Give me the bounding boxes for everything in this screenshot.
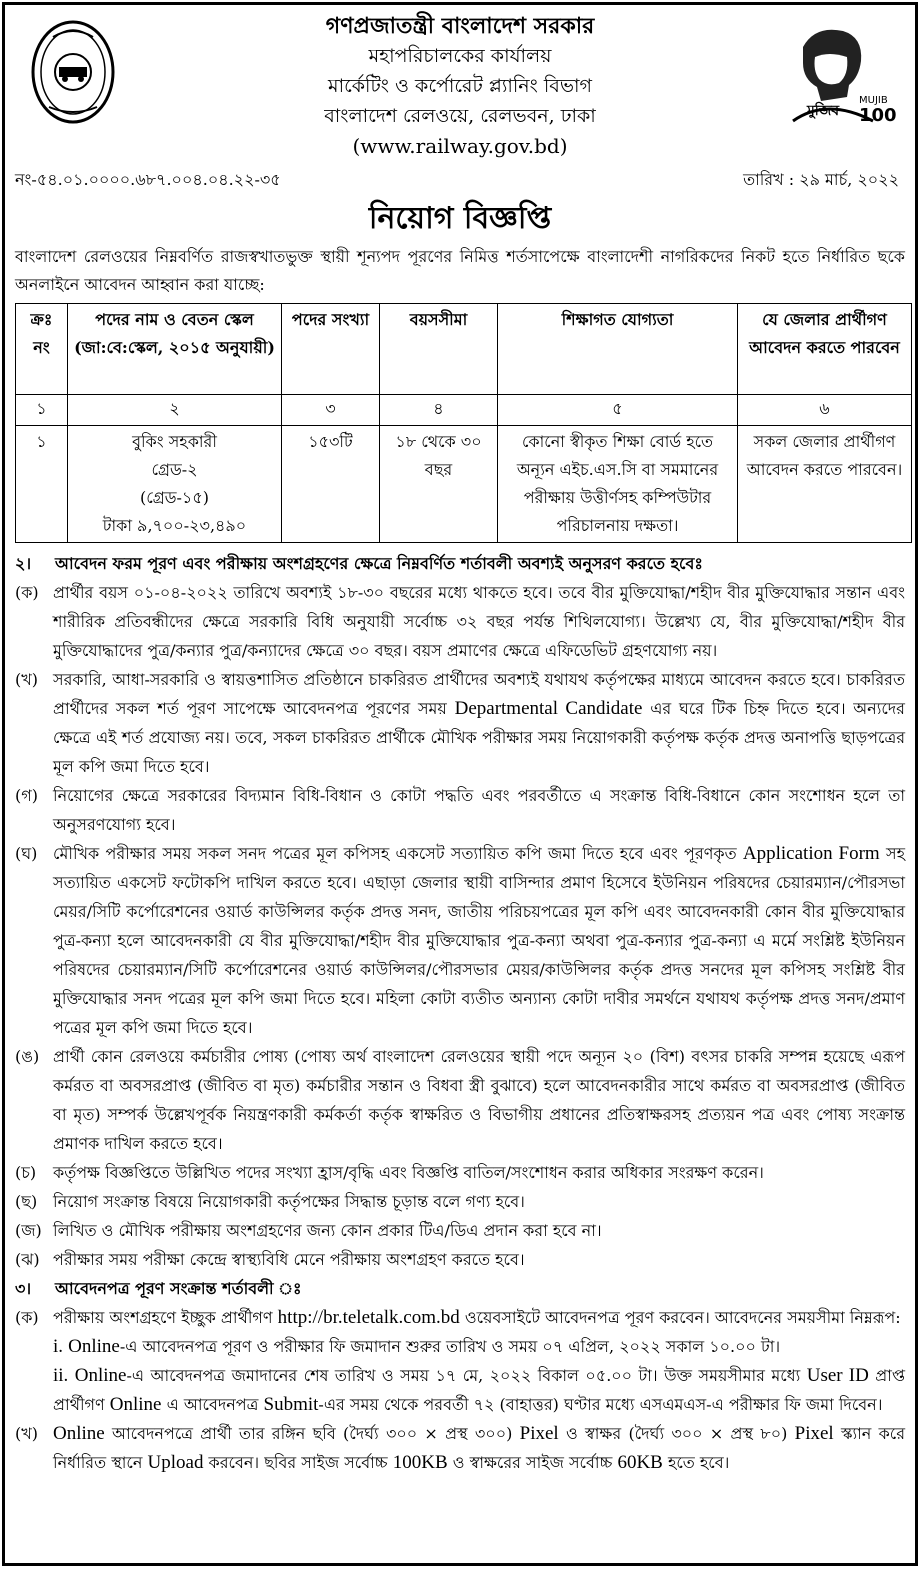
online-word: Online [109, 1394, 162, 1415]
text-part: আবেদনপত্রে প্রার্থী তার রঙ্গিন ছবি (দৈর্ঘ্য ৩০০ × প্রস্থ ৩০০) [112, 1424, 513, 1443]
office-address: বাংলাদেশ রেলওয়ে, রেলভবন, ঢাকা [324, 105, 596, 127]
section-3 [15, 1274, 905, 1477]
application-kha [15, 1419, 905, 1477]
mujib-100-logo [763, 17, 897, 129]
intro-paragraph: বাংলাদেশ রেলওয়ের নিম্নবর্ণিত রাজস্বখাতভুক্ত স্থায়ী শূন্যপদ পূরণের নিমিত্ত শর্তসাপেক্ষে বাংলাদেশী নাগরিকদের নিকট হতে নির্ধারিত ছকে অনলাইনে আবেদন আহ্বান করা যাচ্ছে: [15, 247, 905, 294]
item-label: (ঝ) [15, 1250, 40, 1269]
row-age: ১৮ থেকে ৩০ বছর [380, 426, 498, 543]
memo-line [15, 165, 905, 195]
text-part: স্ক্যান করে নির্ধারিত স্থানে [53, 1424, 906, 1472]
col-qualification: শিক্ষাগত যোগ্যতা [498, 304, 738, 395]
text-part: এ আবেদনপত্র [166, 1395, 259, 1414]
item-text: কর্তৃপক্ষ বিজ্ঞপ্তিতে উল্লিখিত পদের সংখ্যা হ্রাস/বৃদ্ধি এবং বিজ্ঞপ্তি বাতিল/সংশোধন করার অধিকার সংরক্ষণ করেন। [53, 1163, 764, 1182]
pixel-word: Pixel [519, 1423, 559, 1444]
post-scale-grade: (গ্রেড-১৫) [140, 488, 209, 507]
table-cell: ৬ [738, 395, 912, 426]
col-post-name: পদের নাম ও বেতন স্কেল (জা:বে:স্কেল, ২০১৫ অনুযায়ী) [68, 304, 282, 395]
text-part: পরীক্ষায় অংশগ্রহণে ইচ্ছুক প্রার্থীগণ [53, 1308, 273, 1327]
departmental-candidate: Departmental Candidate [454, 698, 643, 719]
section-number: ৩। [15, 1279, 32, 1298]
svg-text:MUJIB: MUJIB [859, 95, 888, 106]
application-ka [15, 1303, 905, 1419]
svg-text:100: 100 [859, 105, 897, 126]
text-part: এর ঘরে টিক চিহ্ন দিতে হবে। অন্যদের ক্ষেত্রে এই শর্ত প্রযোজ্য নয়। তবে, সকল চাকরিরত প্রার্থীকে মৌখিক পরীক্ষার সময় নিয়োগকারী কর্তৃপক্ষ কর্তৃক প্রদত্ত অনাপত্তি ছাড়পত্রের মূল কপি জমা দিতে হবে। [53, 699, 905, 776]
roman-i: i. [53, 1336, 64, 1357]
table-header-row [16, 304, 912, 395]
item-text: পরীক্ষার সময় পরীক্ষা কেন্দ্রে স্বাস্থ্যবিধি মেনে পরীক্ষায় অংশগ্রহণ করতে হবে। [53, 1250, 525, 1269]
condition-chha [15, 1187, 905, 1216]
item-label: (খ) [15, 1424, 38, 1443]
item-text [53, 665, 905, 781]
text-part: -এ আবেদনপত্র পূরণ ও পরীক্ষার ফি জমাদান শুরুর তারিখ ও সময় ০৭ এপ্রিল, ২০২২ সকাল ১০.০০ টা। [119, 1337, 781, 1356]
condition-gha [15, 839, 905, 1042]
table-cell: ৩ [282, 395, 380, 426]
government-name: গণপ্রজাতন্ত্রী বাংলাদেশ সরকার [325, 13, 595, 39]
condition-ga [15, 781, 905, 839]
item-label: (ক) [15, 1308, 39, 1327]
text-part: -এ আবেদনপত্র জমাদানের শেষ তারিখ ও সময় ১৭ মে, ২০২২ বিকাল ০৫.০০ টা। উক্ত সময়সীমার মধ্যে [126, 1366, 801, 1385]
teletalk-link[interactable]: http://br.teletalk.com.bd [277, 1307, 460, 1328]
vacancy-table [15, 303, 912, 543]
table-cell: ৪ [380, 395, 498, 426]
text-part: ও স্বাক্ষর (দৈর্ঘ্য ৩০০ × প্রস্থ ৮০) [565, 1424, 788, 1443]
item-text: লিখিত ও মৌখিক পরীক্ষায় অংশগ্রহণের জন্য কোন প্রকার টিএ/ডিএ প্রদান করা হবে না। [53, 1221, 602, 1240]
text-part: -এর সময় থেকে পরবর্তী ৭২ (বাহাত্তর) ঘণ্টার মধ্যে এসএমএস-এ পরীক্ষার ফি জমা দিবেন। [318, 1395, 883, 1414]
table-cell: ২ [68, 395, 282, 426]
application-form: Application Form [742, 843, 880, 864]
item-text: নিয়োগের ক্ষেত্রে সরকারের বিদ্যমান বিধি-বিধান ও কোটা পদ্ধতি এবং পরবর্তীতে এ সংক্রান্ত বিধি-বিধানে কোন সংশোধন হলে তা অনুসরণযোগ্য হবে। [53, 786, 905, 834]
notice-title: নিয়োগ বিজ্ঞপ্তি [368, 201, 552, 236]
item-label: (ঘ) [15, 844, 38, 863]
online-word: Online [53, 1423, 105, 1444]
signature-size: 60KB [617, 1452, 663, 1473]
row-post [68, 426, 282, 543]
item-label: (চ) [15, 1163, 37, 1182]
table-cell: ১ [16, 395, 68, 426]
row-qualification: কোনো স্বীকৃত শিক্ষা বোর্ড হতে অন্যূন এইচ.এস.সি বা সমমানের পরীক্ষায় উত্তীর্ণসহ কম্পিউটার পরিচালনায় দক্ষতা। [498, 426, 738, 543]
text-part: প্রাপ্ত প্রার্থীগণ [53, 1366, 905, 1414]
condition-kha [15, 665, 905, 781]
table-number-row [16, 395, 912, 426]
pixel-word: Pixel [794, 1423, 834, 1444]
text-part: ও স্বাক্ষরের সাইজ সর্বোচ্চ [452, 1453, 613, 1472]
condition-jha [15, 1245, 905, 1274]
condition-ja [15, 1216, 905, 1245]
condition-cha [15, 1158, 905, 1187]
item-label: (গ) [15, 786, 38, 805]
table-cell: ৫ [498, 395, 738, 426]
text-part: সহ সত্যায়িত একসেট ফটোকপি দাখিল করতে হবে। এছাড়া জেলার স্থায়ী বাসিন্দার প্রমাণ হিসেবে ইউনিয়ন পরিষদের চেয়ারম্যান/পৌরসভা মেয়র/সিটি কর্পোরেশনের ওয়ার্ড কাউন্সিলর কর্তৃক প্রদত্ত সনদ, জাতীয় পরিচয়পত্রের মূল কপি এবং আবেদনকারী কোন বীর মুক্তিযোদ্ধার পুত্র-কন্যা হলে আবেদনকারী যে বীর মুক্তিযোদ্ধা/শহীদ বীর মুক্তিযোদ্ধার পুত্র-কন্যা অথবা পুত্র-কন্যার পুত্র-কন্যা এ মর্মে সংশ্লিষ্ট ইউনিয়ন পরিষদের চেয়ারম্যান/সিটি কর্পোরেশনের ওয়ার্ড কাউন্সিলর/পৌরসভার মেয়র/কাউন্সিলর কর্তৃক প্রদত্ত সনদের মূল কপিসহ সংশ্লিষ্ট বীর মুক্তিযোদ্ধার সনদ পত্রের মূল কপি জমা দিতে হবে। মহিলা কোটা ব্যতীত অন্যান্য কোটা দাবীর সমর্থনে যথাযথ কর্তৃপক্ষ প্রদত্ত সনদ/প্রমাণ পত্রের মূল কপি জমা দিতে হবে। [53, 844, 905, 1037]
deadline-start [53, 1332, 905, 1361]
post-name: বুকিং সহকারী [132, 432, 217, 451]
condition-uma [15, 1042, 905, 1158]
photo-size: 100KB [392, 1452, 448, 1473]
roman-ii: ii. [53, 1365, 69, 1386]
website-link[interactable]: (www.railway.gov.bd) [352, 134, 568, 158]
text-part: সরকারি, আধা-সরকারি ও স্বায়ত্তশাসিত প্রতিষ্ঠানে চাকরিরত প্রার্থীদের অবশ্যই যথাযথ কর্তৃপক্ষের মাধ্যমে আবেদন করতে হবে। চাকরিরত প্রার্থীদের সকল শর্ত পূরণ সাপেক্ষে আবেদনপত্র পূরণের সময় [53, 670, 905, 718]
col-post-count: পদের সংখ্যা [282, 304, 380, 395]
office-name: মহাপরিচালকের কার্যালয় [368, 45, 552, 67]
item-text [53, 839, 905, 1042]
item-text: প্রার্থীর বয়স ০১-০৪-২০২২ তারিখে অবশ্যই ১৮-৩০ বছরের মধ্যে থাকতে হবে। তবে বীর মুক্তিযোদ্ধা/শহীদ বীর মুক্তিযোদ্ধার সন্তান এবং শারীরিক প্রতিবন্ধীদের ক্ষেত্রে সরকারি বিধি অনুযায়ী সর্বোচ্চ ৩২ বছর পর্যন্ত শিথিলযোগ্য। উল্লেখ্য যে, বীর মুক্তিযোদ্ধা/শহীদ বীর মুক্তিযোদ্ধাদের পুত্র/কন্যার পুত্র/কন্যাদের ক্ষেত্রে ৩০ বছর। বয়স প্রমাণের ক্ষেত্রে এফিডেভিট গ্রহণযোগ্য নয়। [53, 583, 905, 660]
deadline-end [53, 1361, 905, 1419]
item-label: (ঙ) [15, 1047, 40, 1066]
section-title: আবেদন ফরম পূরণ এবং পরীক্ষায় অংশগ্রহণের ক্ষেত্রে নিম্নবর্ণিত শর্তাবলী অবশ্যই অনুসরণ করতে হবেঃ [55, 554, 703, 573]
item-label: (ছ) [15, 1192, 38, 1211]
post-salary: টাকা ৯,৭০০-২৩,৪৯০ [102, 516, 247, 535]
user-id-word: User ID [806, 1365, 869, 1386]
section-title: আবেদনপত্র পূরণ সংক্রান্ত শর্তাবলী ঃ [55, 1279, 302, 1298]
section-2 [15, 549, 905, 1274]
text-part: মৌখিক পরীক্ষার সময় সকল সনদ পত্রের মূল কপিসহ একসেট সত্যায়িত কপি জমা দিতে হবে এবং পূরণকৃত [53, 844, 737, 863]
notice-date: তারিখ : ২৯ মার্চ, ২০২২ [743, 170, 899, 189]
item-text [53, 1419, 905, 1477]
online-word: Online [68, 1336, 120, 1357]
svg-text:মুজিব: মুজিব [807, 103, 840, 119]
row-district: সকল জেলার প্রার্থীগণ আবেদন করতে পারবেন। [738, 426, 912, 543]
item-label: (জ) [15, 1221, 42, 1240]
item-label: (খ) [15, 670, 38, 689]
col-age-limit: বয়সসীমা [380, 304, 498, 395]
col-serial: ক্রঃ নং [16, 304, 68, 395]
item-label: (ক) [15, 583, 39, 602]
department-name: মার্কেটিং ও কর্পোরেট প্ল্যানিং বিভাগ [328, 75, 592, 97]
item-text: নিয়োগ সংক্রান্ত বিষয়ে নিয়োগকারী কর্তৃপক্ষের সিদ্ধান্ত চূড়ান্ত বলে গণ্য হবে। [53, 1192, 525, 1211]
upload-word: Upload [147, 1452, 204, 1473]
condition-ka [15, 578, 905, 665]
table-row [16, 426, 912, 543]
row-count: ১৫৩টি [282, 426, 380, 543]
railway-seal-logo [29, 17, 117, 127]
application-intro [53, 1303, 905, 1332]
section-3-heading [15, 1274, 905, 1303]
online-word: Online [74, 1365, 127, 1386]
col-district: যে জেলার প্রার্থীগণ আবেদন করতে পারবেন [738, 304, 912, 395]
notice-header [15, 5, 905, 165]
text-part: হতে হবে। [667, 1453, 730, 1472]
section-number: ২। [15, 554, 32, 573]
item-text [53, 1303, 905, 1419]
text-part: ওয়েবসাইটে আবেদনপত্র পূরণ করবেন। আবেদনের সময়সীমা নিম্নরূপ: [464, 1308, 901, 1327]
section-2-heading [15, 549, 905, 578]
recruitment-notice [2, 2, 918, 1566]
item-text: প্রার্থী কোন রেলওয়ে কর্মচারীর পোষ্য (পোষ্য অর্থ বাংলাদেশ রেলওয়ের স্থায়ী পদে অন্যূন ২০ (বিশ) বৎসর চাকরি সম্পন্ন হয়েছে এরূপ কর্মরত বা অবসরপ্রাপ্ত (জীবিত বা মৃত) কর্মচারীর সন্তান ও বিধবা স্ত্রী বুঝাবে) হলে আবেদনকারীর সাথে কর্মরত বা অবসরপ্রাপ্ত (জীবিত বা মৃত) সম্পর্ক উল্লেখপূর্বক নিয়ন্ত্রণকারী কর্মকর্তা কর্তৃক স্বাক্ষরিত ও বিভাগীয় প্রধানের প্রতিস্বাক্ষরসহ প্রত্যয়ন পত্র এবং পোষ্য সংক্রান্ত প্রমাণক দাখিল করতে হবে। [53, 1047, 905, 1153]
memo-number: নং-৫৪.০১.০০০০.৬৮৭.০০৪.০৪.২২-৩৫ [15, 170, 281, 189]
text-part: করবেন। ছবির সাইজ সর্বোচ্চ [208, 1453, 388, 1472]
submit-word: Submit [263, 1394, 319, 1415]
row-serial: ১ [16, 426, 68, 543]
post-grade: গ্রেড-২ [151, 460, 198, 479]
